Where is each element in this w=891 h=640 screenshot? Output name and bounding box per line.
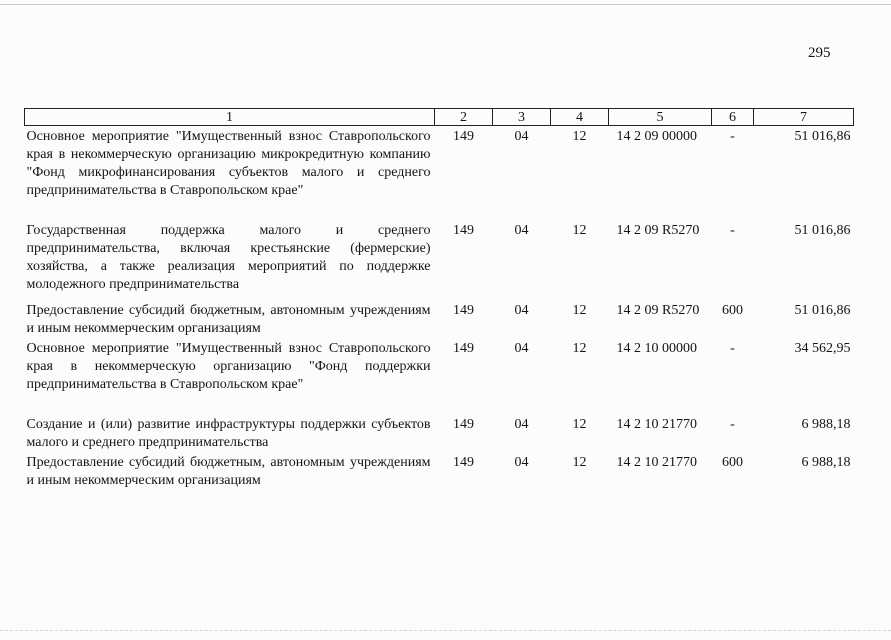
- row-description: Государственная поддержка малого и среднего предпринимательства, включая крестьянские (фермерские) хозяйства, а также реализация мероприятий по поддержке молодежного предпринимательства: [26, 222, 431, 292]
- row-description: Создание и (или) развитие инфраструктуры поддержки субъектов малого и среднего предпринимательства: [26, 416, 431, 450]
- header-col-4: 4: [551, 109, 609, 126]
- table-row: [25, 338, 854, 414]
- row-description: Предоставление субсидий бюджетным, автономным учреждениям и иным некоммерческим организациям: [26, 454, 431, 488]
- row-code: 14 2 09 R5270: [616, 302, 700, 318]
- table-row: [25, 452, 854, 492]
- header-col-6: 6: [712, 109, 754, 126]
- row-col2: 149: [453, 416, 474, 432]
- header-row: [25, 109, 854, 126]
- table-row: [25, 300, 854, 338]
- row-col4: 12: [572, 129, 587, 144]
- row-col6: 600: [722, 302, 743, 318]
- row-col4: 12: [572, 222, 587, 238]
- row-col2: 149: [453, 129, 474, 144]
- row-col2: 149: [453, 454, 474, 470]
- header-col-1: 1: [25, 109, 435, 126]
- row-col3: 04: [514, 416, 529, 432]
- row-col2: 149: [453, 340, 474, 356]
- row-col4: 12: [572, 454, 587, 470]
- row-amount: 51 016,86: [794, 129, 851, 144]
- header-col-2: 2: [435, 109, 493, 126]
- page-number: 295: [808, 45, 831, 61]
- table-row: [25, 126, 854, 220]
- budget-table: [24, 108, 854, 492]
- row-amount: 6 988,18: [801, 454, 851, 470]
- row-description: Предоставление субсидий бюджетным, автономным учреждениям и иным некоммерческим организациям: [26, 302, 431, 336]
- row-col6: -: [730, 129, 735, 144]
- row-col2: 149: [453, 302, 474, 318]
- row-col6: -: [730, 340, 735, 356]
- row-code: 14 2 09 R5270: [616, 222, 700, 238]
- row-code: 14 2 10 21770: [616, 454, 697, 470]
- row-code: 14 2 10 21770: [616, 416, 697, 432]
- header-col-5: 5: [609, 109, 712, 126]
- row-description: Основное мероприятие "Имущественный взнос Ставропольского края в некоммерческую организацию микрокредитную компанию "Фонд микрофинансирования субъектов малого и среднего предпринимательства в Ставропольском крае": [26, 129, 431, 198]
- row-col3: 04: [514, 302, 529, 318]
- row-col4: 12: [572, 416, 587, 432]
- scan-edge-bottom: [0, 630, 891, 632]
- row-description: Основное мероприятие "Имущественный взнос Ставропольского края в некоммерческую организацию "Фонд поддержки предпринимательства в Ставропольском крае": [26, 340, 431, 392]
- row-code: 14 2 09 00000: [616, 129, 697, 144]
- row-col2: 149: [453, 222, 474, 238]
- header-col-3: 3: [493, 109, 551, 126]
- row-code: 14 2 10 00000: [616, 340, 697, 356]
- scan-edge-top: [0, 4, 891, 5]
- row-col4: 12: [572, 302, 587, 318]
- row-col4: 12: [572, 340, 587, 356]
- table-row: [25, 220, 854, 300]
- row-amount: 51 016,86: [794, 302, 851, 318]
- row-col6: -: [730, 222, 735, 238]
- row-col3: 04: [514, 129, 529, 144]
- row-amount: 6 988,18: [801, 416, 851, 432]
- table-row: [25, 414, 854, 452]
- row-col6: 600: [722, 454, 743, 470]
- header-col-7: 7: [754, 109, 854, 126]
- row-amount: 51 016,86: [794, 222, 851, 238]
- row-col3: 04: [514, 454, 529, 470]
- row-amount: 34 562,95: [794, 340, 851, 356]
- row-col3: 04: [514, 222, 529, 238]
- row-col6: -: [730, 416, 735, 432]
- row-col3: 04: [514, 340, 529, 356]
